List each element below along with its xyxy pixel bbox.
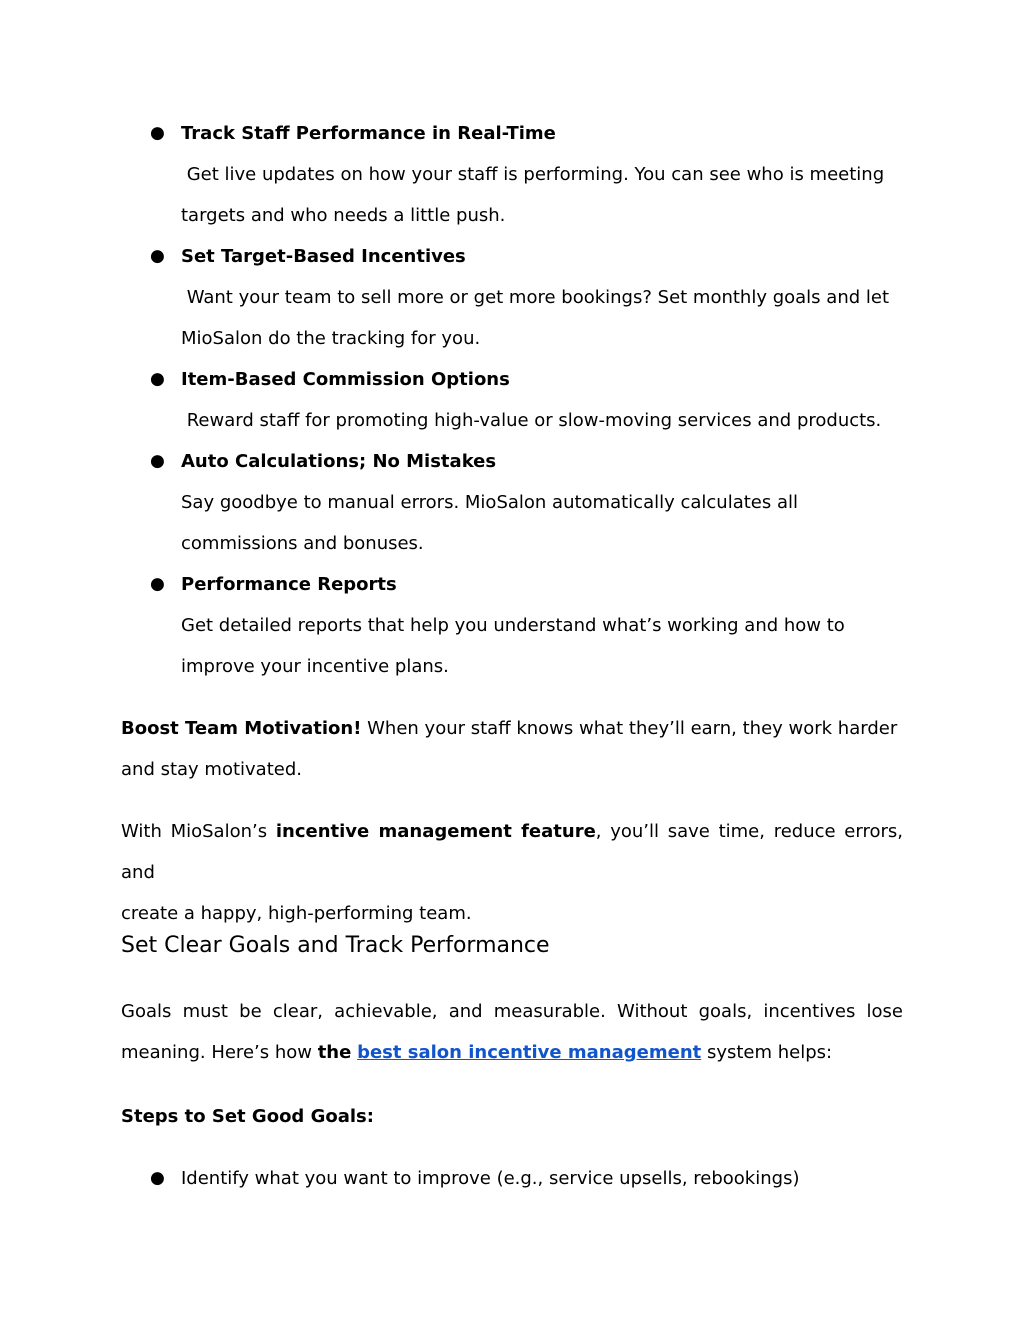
steps-bullet-list xyxy=(0,1158,1024,1199)
bullet-title: Track Staff Performance in Real-Time xyxy=(181,123,556,144)
bullet-icon: ● xyxy=(150,574,165,594)
paragraph-line xyxy=(121,1032,903,1073)
steps-heading: Steps to Set Good Goals: xyxy=(121,1106,374,1127)
list-item xyxy=(0,359,1024,441)
boost-rest: When your staff knows what they’ll earn, they work harder xyxy=(361,718,898,739)
description-line: commissions and bonuses. xyxy=(181,533,424,554)
paragraph-line: and stay motivated. xyxy=(121,759,302,780)
description-line: Want your team to sell more or get more bookings? Set monthly goals and let xyxy=(181,287,890,308)
paragraph-line xyxy=(121,811,903,893)
bullet-title: Item-Based Commission Options xyxy=(181,369,510,390)
list-item xyxy=(0,564,1024,687)
bullet-description xyxy=(181,154,906,236)
bullet-icon: ● xyxy=(150,123,165,143)
paragraph-line xyxy=(121,708,903,749)
with-pre: With MioSalon’s xyxy=(121,821,276,842)
description-line: Reward staff for promoting high-value or slow-moving services and products. xyxy=(181,410,882,431)
bullet-description xyxy=(181,400,906,441)
description-line: Get detailed reports that help you understand what’s working and how to xyxy=(181,615,845,636)
goals-pre: meaning. Here’s how xyxy=(121,1042,318,1063)
goals-post: system helps: xyxy=(701,1042,833,1063)
paragraph-line: create a happy, high-performing team. xyxy=(121,903,472,924)
section-heading: Set Clear Goals and Track Performance xyxy=(121,933,550,958)
list-item xyxy=(0,441,1024,564)
bullet-description xyxy=(181,277,906,359)
step-text: Identify what you want to improve (e.g., service upsells, rebookings) xyxy=(181,1168,800,1189)
description-line: Get live updates on how your staff is performing. You can see who is meeting xyxy=(181,164,885,185)
boost-bold-lead: Boost Team Motivation! xyxy=(121,718,362,739)
salon-incentive-link[interactable]: best salon incentive management xyxy=(357,1042,702,1063)
description-line: improve your incentive plans. xyxy=(181,656,449,677)
boost-paragraph xyxy=(121,708,903,790)
bullet-icon: ● xyxy=(150,451,165,471)
list-item xyxy=(0,113,1024,236)
description-line: MioSalon do the tracking for you. xyxy=(181,328,481,349)
bullet-description xyxy=(181,605,906,687)
goals-paragraph xyxy=(121,991,903,1073)
bullet-title: Set Target-Based Incentives xyxy=(181,246,466,267)
goals-bold-the: the xyxy=(317,1042,352,1063)
incentive-feature-bold: incentive management feature xyxy=(275,821,596,842)
bullet-icon: ● xyxy=(150,1168,165,1188)
list-item xyxy=(0,1158,1024,1199)
bullet-icon: ● xyxy=(150,246,165,266)
description-line: targets and who needs a little push. xyxy=(181,205,506,226)
paragraph-line: Goals must be clear, achievable, and measurable. Without goals, incentives lose xyxy=(121,1001,903,1022)
with-post: , you’ll save time, reduce errors, and xyxy=(121,821,903,883)
list-item xyxy=(0,236,1024,359)
bullet-title: Auto Calculations; No Mistakes xyxy=(181,451,497,472)
bullet-icon: ● xyxy=(150,369,165,389)
description-line: Say goodbye to manual errors. MioSalon automatically calculates all xyxy=(181,492,799,513)
bullet-description xyxy=(181,482,906,564)
features-bullet-list xyxy=(0,113,1024,687)
incentive-paragraph xyxy=(121,811,903,934)
bullet-title: Performance Reports xyxy=(181,574,397,595)
